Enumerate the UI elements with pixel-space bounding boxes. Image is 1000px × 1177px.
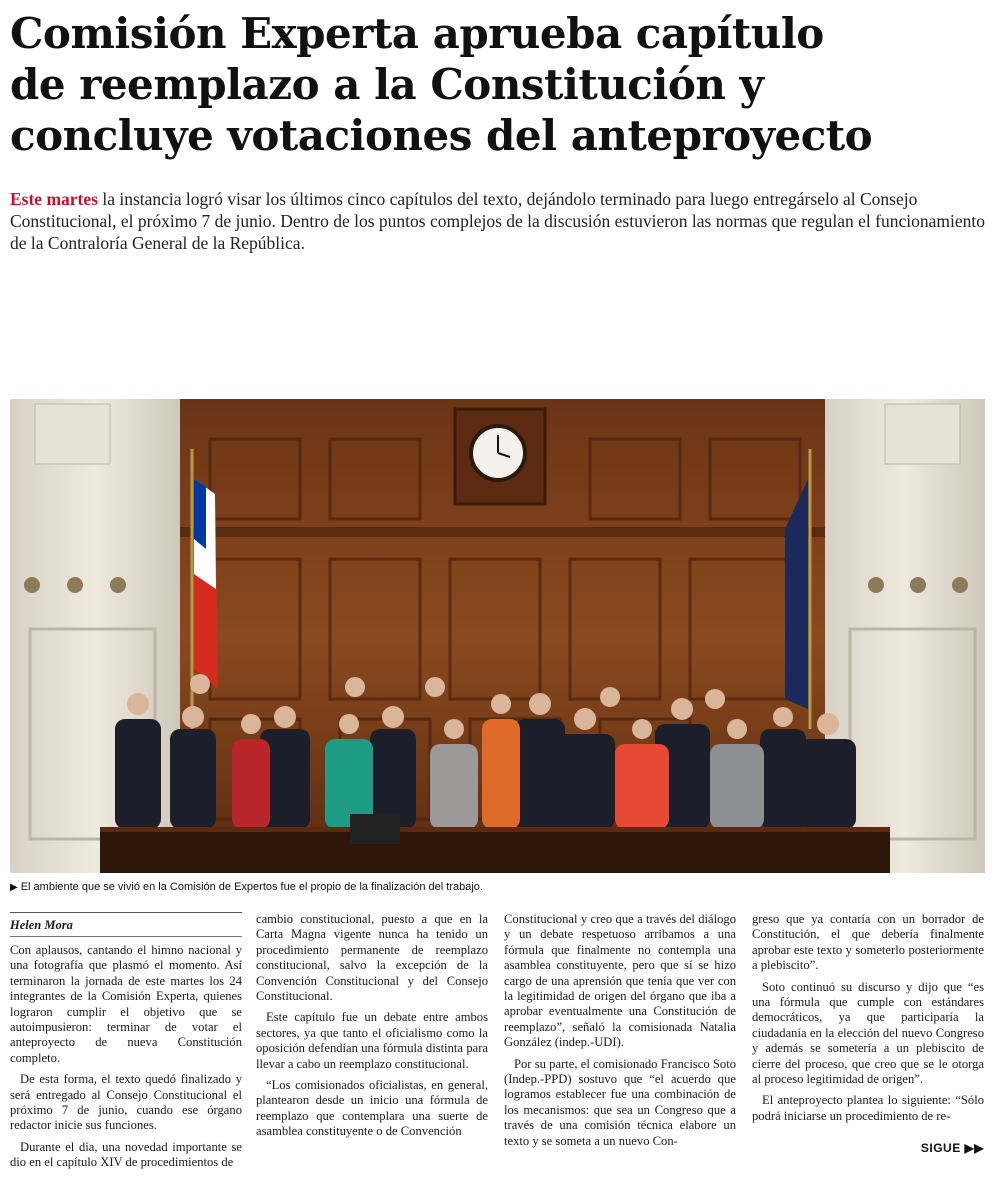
article-column-1 (10, 912, 242, 1177)
headline-line-3: concluye votaciones del anteproyecto (10, 111, 873, 160)
paragraph: Este capítulo fue un debate entre ambos sectores, ya que tanto el oficialismo como la oposición defendían una fórmula distinta para llevar a cabo un reemplazo constitucional. (256, 1010, 488, 1071)
caption-arrow-icon: ▶ (10, 882, 18, 893)
caption-text: El ambiente que se vivió en la Comisión de Expertos fue el propio de la finalización del trabajo. (20, 881, 483, 893)
group-photo (10, 399, 985, 873)
article-column-2 (256, 912, 488, 1146)
paragraph: cambio constitucional, puesto a que en la Carta Magna vigente nunca ha tenido un procedimiento permanente de reemplazo constitucional, salvo la excepción de la Convención Constitucional y del Consejo Constitucional. (256, 912, 488, 1004)
lead-paragraph (10, 188, 990, 254)
headline (10, 8, 990, 161)
paragraph: “Los comisionados oficialistas, en general, plantearon desde un inicio una fórmula de reemplazo que contemplara una suerte de asamblea constituyente o de Convención (256, 1078, 488, 1139)
article-column-3 (504, 912, 736, 1155)
continue-label: SIGUE ▶▶ (920, 1141, 984, 1155)
byline: Helen Mora (10, 912, 242, 937)
photo-caption (10, 880, 990, 895)
paragraph: greso que ya contaría con un borrador de Constitución, el que debería finalmente aprobar este texto y someterlo posteriormente a plebiscito”. (752, 912, 984, 973)
lead-text: la instancia logró visar los últimos cinco capítulos del texto, dejándolo terminado para luego entregárselo al Consejo Constitucional, el próximo 7 de junio. Dentro de los puntos complejos de la discusión estuvieron las normas que regulan el funcionamiento de la Contraloría General de la República. (10, 189, 985, 253)
lead-kicker: Este martes (10, 189, 98, 209)
paragraph: El anteproyecto plantea lo siguiente: “Sólo podrá iniciarse un procedimiento de re- (752, 1093, 984, 1123)
headline-line-1: Comisión Experta aprueba capítulo (10, 9, 824, 58)
headline-line-2: de reemplazo a la Constitución y (10, 60, 764, 109)
paragraph: Durante el día, una novedad importante se dio en el capítulo XIV de procedimientos de (10, 1139, 242, 1170)
article-column-4 (752, 912, 984, 1130)
paragraph: Con aplausos, cantando el himno nacional y una fotografía que plasmó el momento. Así terminaron la jornada de este martes los 24 integrantes de la Comisión Experta, quienes lograron cumplir el objetivo que se autoimpusieron: terminar de votar el anteproyecto de nueva Constitución completo. (10, 943, 242, 1065)
paragraph: Constitucional y creo que a través del diálogo y un debate respetuoso arribamos a una fórmula que finalmente no contempla una asamblea constituyente, pero que sí se hizo cargo de una aprensión que tenía que ver con la legitimidad de origen del órgano que iba a aprobar eventualmente una Constitución de reemplazo”, señaló la comisionada Natalia González (indep.-UDI). (504, 912, 736, 1050)
paragraph: De esta forma, el texto quedó finalizado y será entregado al Consejo Constitucional el próximo 7 de junio, cuando ese órgano redactor inicie sus funciones. (10, 1072, 242, 1133)
paragraph: Por su parte, el comisionado Francisco Soto (Indep.-PPD) sostuvo que “el acuerdo que logramos establecer fue una combinación de los mecanismos: que sea un Congreso que a través de una comisión técnica elabore un texto y se someta a un nuevo Con- (504, 1056, 736, 1148)
paragraph: Soto continuó su discurso y dijo que “es una fórmula que cumple con estándares democráticos, ya que participaría la ciudadanía en la elección del nuevo Congreso y además se sometería a un plebiscito de cierre del proceso, que creo que se le otorga al proceso legitimidad de origen”. (752, 979, 984, 1087)
